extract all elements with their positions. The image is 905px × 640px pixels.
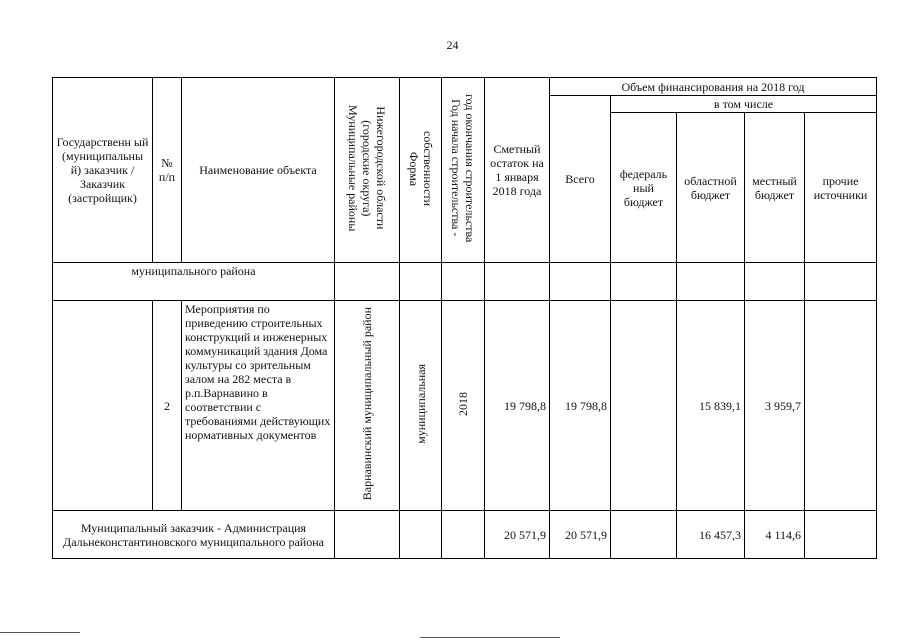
header-funding: Объем финансирования на 2018 год — [550, 78, 877, 96]
header-estimate: Сметный остаток на 1 января 2018 года — [485, 78, 550, 263]
summary-federal — [611, 511, 677, 559]
header-local: местный бюджет — [745, 113, 805, 263]
item-regional: 15 839,1 — [677, 301, 745, 511]
summary-other — [805, 511, 877, 559]
header-object-name: Наименование объекта — [182, 78, 335, 263]
page-number: 24 — [446, 38, 459, 52]
item-ownership: муниципальная — [400, 301, 442, 511]
header-customer: Государственн ый (муниципальны й) заказчик / Заказчик (застройщик) — [53, 78, 153, 263]
header-number: № п/п — [153, 78, 182, 263]
header-regional: областной бюджет — [677, 113, 745, 263]
item-district: Варнавинский муниципальный район — [335, 301, 400, 511]
header-ownership: Форма собственности — [400, 78, 442, 263]
scan-artifact-line — [420, 637, 560, 638]
item-local: 3 959,7 — [745, 301, 805, 511]
header-total: Всего — [550, 96, 611, 263]
header-years: Год начала строительства - год окончания строительства — [442, 78, 485, 263]
item-number: 2 — [153, 301, 182, 511]
scan-artifact-line — [0, 632, 80, 633]
header-federal: федераль ный бюджет — [611, 113, 677, 263]
header-districts: Муниципальные районы (городские округа) Нижегородской области — [335, 78, 400, 263]
funding-table — [52, 77, 877, 559]
table-row — [53, 301, 877, 511]
item-estimate: 19 798,8 — [485, 301, 550, 511]
summary-estimate: 20 571,9 — [485, 511, 550, 559]
header-including: в том числе — [611, 96, 877, 113]
header-other: прочие источники — [805, 113, 877, 263]
continuation-row — [53, 263, 877, 301]
item-customer — [53, 301, 153, 511]
continuation-label: муниципального района — [53, 263, 335, 301]
summary-row — [53, 511, 877, 559]
summary-total: 20 571,9 — [550, 511, 611, 559]
item-total: 19 798,8 — [550, 301, 611, 511]
item-object-name: Мероприятия по приведению строительных конструкций и инженерных коммуникаций здания Дома культуры со зрительным залом на 282 места в р.п.Варнавино в соответствии с требованиями действующих нормативных документов — [182, 301, 335, 511]
summary-label: Муниципальный заказчик - Администрация Дальнеконстантиновского муниципального района — [53, 511, 335, 559]
item-other — [805, 301, 877, 511]
item-federal — [611, 301, 677, 511]
summary-local: 4 114,6 — [745, 511, 805, 559]
summary-regional: 16 457,3 — [677, 511, 745, 559]
item-years: 2018 — [442, 301, 485, 511]
header-row-1 — [53, 78, 877, 96]
